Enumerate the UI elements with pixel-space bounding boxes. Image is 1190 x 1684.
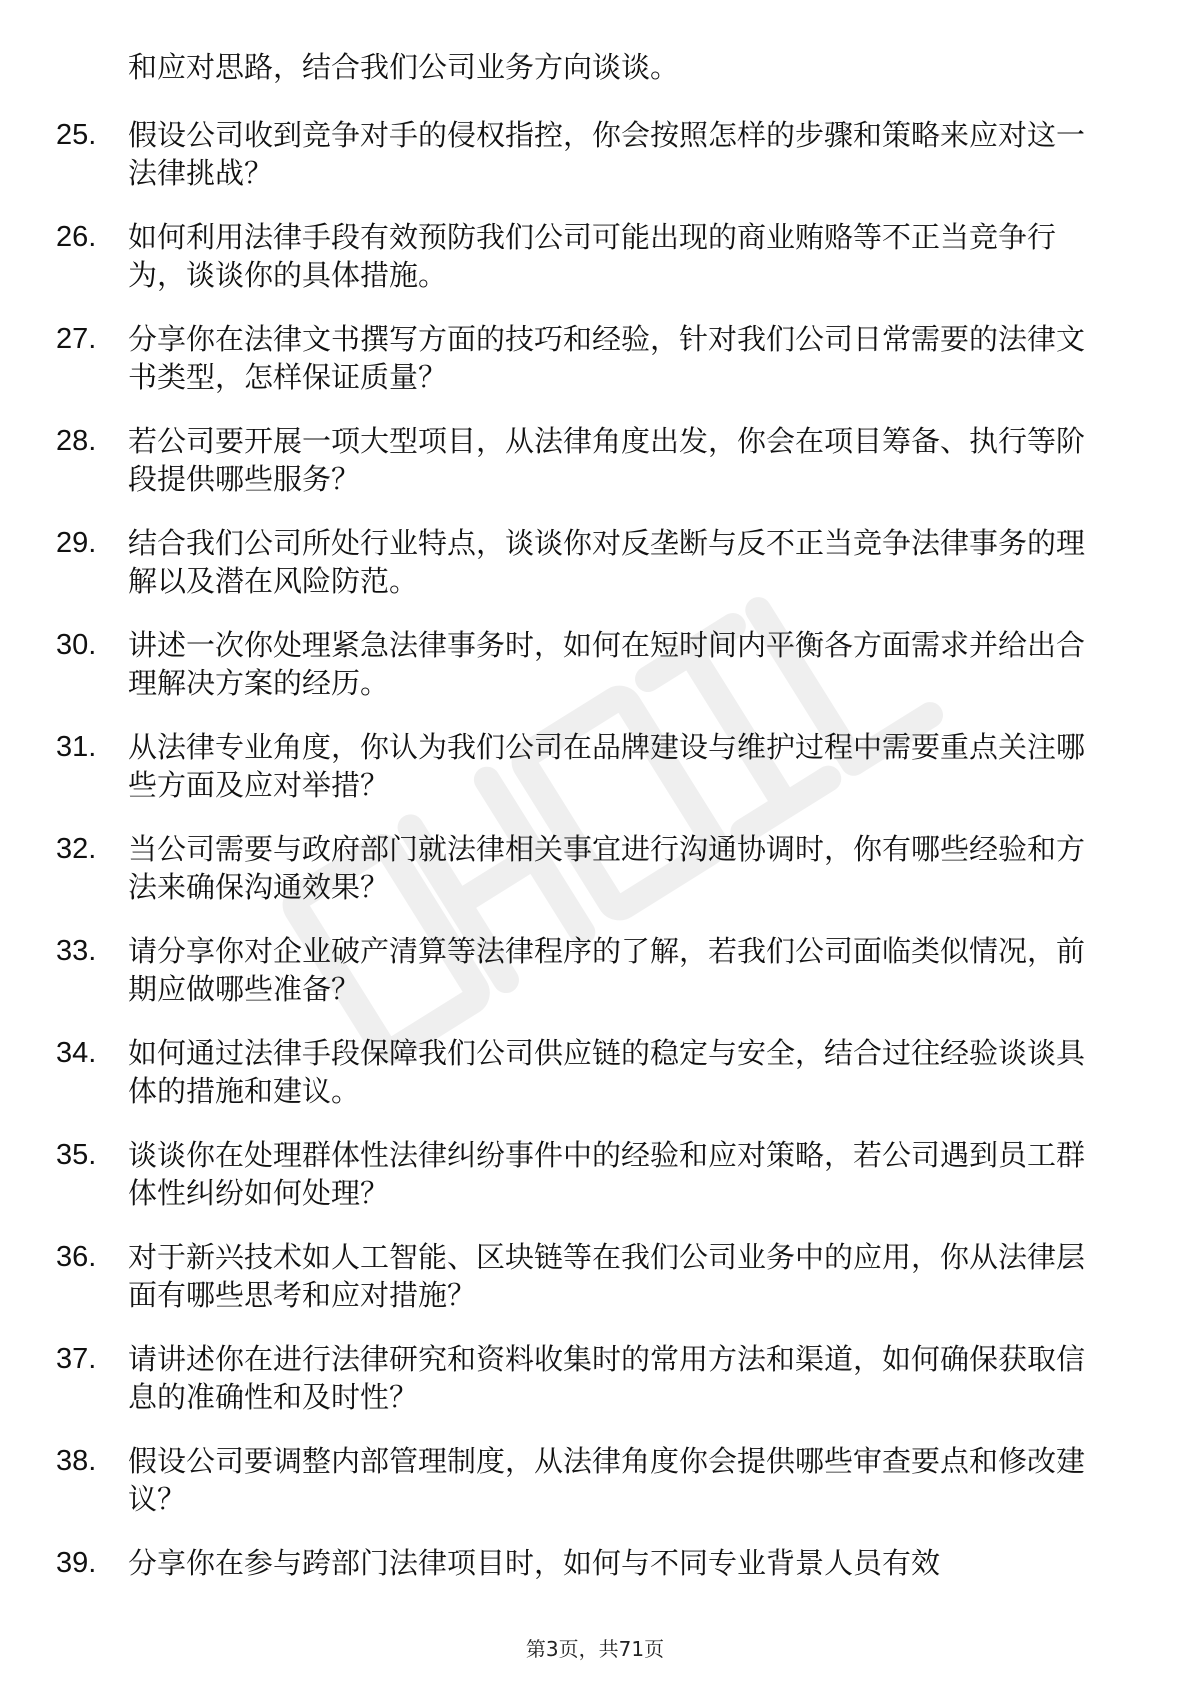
question-item: [0, 116, 1190, 218]
question-number: 31.: [56, 731, 97, 763]
question-number: 37.: [56, 1343, 97, 1375]
question-text: 谈谈你在处理群体性法律纠纷事件中的经验和应对策略，若公司遇到员工群体性纠纷如何处理？: [128, 1138, 1086, 1210]
question-item: [0, 524, 1190, 626]
question-text: 分享你在参与跨部门法律项目时，如何与不同专业背景人员有效: [128, 1546, 941, 1580]
question-item: [0, 830, 1190, 932]
question-number: 34.: [56, 1037, 97, 1069]
continuation-text: 和应对思路，结合我们公司业务方向谈谈。: [128, 50, 680, 84]
question-text: 假设公司收到竞争对手的侵权指控，你会按照怎样的步骤和策略来应对这一法律挑战？: [128, 118, 1086, 190]
question-item: [0, 1238, 1190, 1340]
question-item: [0, 1544, 1190, 1646]
question-text: 如何利用法律手段有效预防我们公司可能出现的商业贿赂等不正当竞争行为，谈谈你的具体措施。: [128, 220, 1057, 292]
question-text: 结合我们公司所处行业特点，谈谈你对反垄断与反不正当竞争法律事务的理解以及潜在风险防范。: [128, 526, 1086, 598]
question-item: [0, 1034, 1190, 1136]
question-item: [0, 1136, 1190, 1238]
question-item: [0, 320, 1190, 422]
question-number: 32.: [56, 833, 97, 865]
question-item: [0, 422, 1190, 524]
question-number: 36.: [56, 1241, 97, 1273]
question-item: [0, 1340, 1190, 1442]
question-text: 若公司要开展一项大型项目，从法律角度出发，你会在项目筹备、执行等阶段提供哪些服务？: [128, 424, 1086, 496]
question-text: 请讲述你在进行法律研究和资料收集时的常用方法和渠道，如何确保获取信息的准确性和及时性？: [128, 1342, 1086, 1414]
question-text: 当公司需要与政府部门就法律相关事宜进行沟通协调时，你有哪些经验和方法来确保沟通效果？: [128, 832, 1086, 904]
question-text: 对于新兴技术如人工智能、区块链等在我们公司业务中的应用，你从法律层面有哪些思考和应对措施？: [128, 1240, 1086, 1312]
question-text: 如何通过法律手段保障我们公司供应链的稳定与安全，结合过往经验谈谈具体的措施和建议。: [128, 1036, 1086, 1108]
question-text: 假设公司要调整内部管理制度，从法律角度你会提供哪些审查要点和修改建议？: [128, 1444, 1086, 1516]
question-number: 39.: [56, 1547, 97, 1579]
question-item: [0, 1442, 1190, 1544]
question-list: [0, 116, 1190, 1646]
question-text: 请分享你对企业破产清算等法律程序的了解，若我们公司面临类似情况，前期应做哪些准备？: [128, 934, 1086, 1006]
question-number: 26.: [56, 221, 97, 253]
question-item: [0, 218, 1190, 320]
question-text: 从法律专业角度，你认为我们公司在品牌建设与维护过程中需要重点关注哪些方面及应对举措？: [128, 730, 1086, 802]
question-number: 25.: [56, 119, 97, 151]
question-number: 29.: [56, 527, 97, 559]
question-number: 33.: [56, 935, 97, 967]
question-item: [0, 626, 1190, 728]
question-item: [0, 932, 1190, 1034]
page-footer: 第3页，共71页: [525, 1637, 665, 1661]
question-number: 38.: [56, 1445, 97, 1477]
question-text: 讲述一次你处理紧急法律事务时，如何在短时间内平衡各方面需求并给出合理解决方案的经历。: [128, 628, 1086, 700]
question-number: 35.: [56, 1139, 97, 1171]
question-number: 30.: [56, 629, 97, 661]
question-number: 27.: [56, 323, 97, 355]
question-item: [0, 728, 1190, 830]
question-text: 分享你在法律文书撰写方面的技巧和经验，针对我们公司日常需要的法律文书类型，怎样保证质量？: [128, 322, 1086, 394]
question-number: 28.: [56, 425, 97, 457]
